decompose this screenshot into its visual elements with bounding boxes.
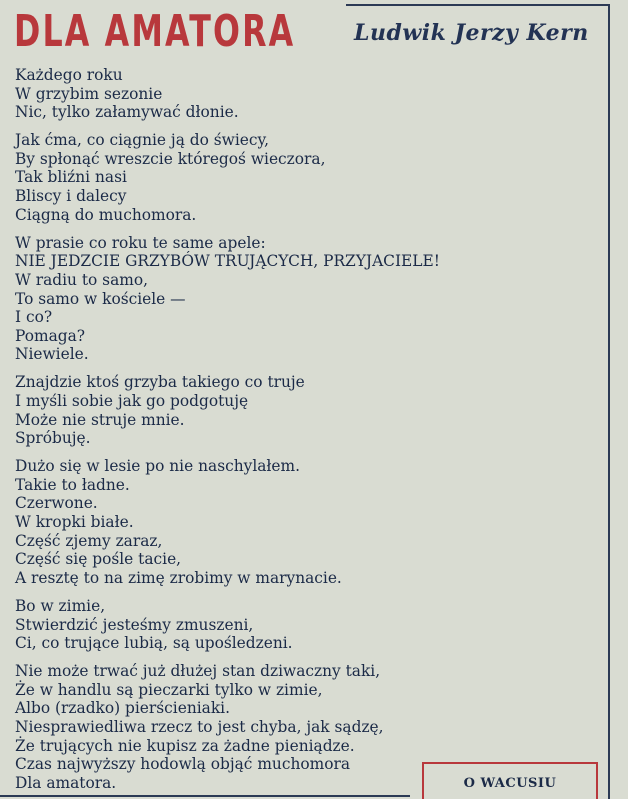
poem-stanza [15, 234, 600, 364]
poem-body [15, 66, 600, 799]
poem-line: I myśli sobie jak go podgotuję [15, 392, 249, 410]
next-article-box [422, 762, 598, 799]
poem-line: Dużo się w lesie po nie naschylałem. [15, 457, 300, 476]
poem-line: Niewiele. [15, 345, 89, 364]
poem-stanza [15, 131, 600, 224]
poem-line: I co? [15, 308, 53, 327]
poem-line: Część zjemy zaraz, [15, 531, 163, 550]
poem-stanza [15, 457, 600, 587]
poem-line: Że w handlu są pieczarki tylko w zimie, [15, 680, 323, 699]
poem-line: Bliscy i dalecy [15, 187, 127, 206]
poem-line: NIE JEDZCIE GRZYBÓW TRUJĄCYCH, PRZYJACIELE! [15, 252, 440, 271]
poem-stanza [15, 66, 600, 122]
poem-line: W radiu to samo, [15, 270, 148, 289]
poem-line: Bo w zimie, [15, 596, 106, 615]
poem-line: Część się pośle tacie, [15, 550, 182, 569]
poem-line: Nie może trwać już dłużej stan dziwaczny taki, [15, 662, 381, 681]
author-name: Ludwik Jerzy Kern [354, 20, 589, 46]
poem-line: Pomaga? [15, 326, 86, 345]
poem-line: Czerwone. [15, 494, 98, 513]
frame-top-border [346, 4, 610, 6]
poem-line: W prasie co roku te same apele: [15, 233, 266, 252]
article-title: DLA AMATORA [14, 6, 296, 57]
poem-stanza [15, 597, 600, 653]
poem-line: Albo (rzadko) pierścieniaki. [15, 699, 230, 718]
next-article-label: O WACUSIU [463, 776, 557, 791]
poem-line: Może nie struje mnie. [15, 410, 185, 429]
poem-line: Ci, co trujące lubią, są upośledzeni. [15, 634, 293, 653]
poem-line: Nic, tylko załamywać dłonie. [15, 103, 239, 122]
poem-line: Ciągną do muchomora. [15, 205, 197, 224]
poem-line: Jak ćma, co ciągnie ją do świecy, [15, 131, 270, 150]
poem-line: By spłonąć wreszcie któregoś wieczora, [15, 149, 326, 168]
frame-right-border [608, 4, 610, 799]
poem-line: Każdego roku [15, 66, 123, 84]
poem-stanza [15, 373, 600, 447]
poem-line: Niesprawiedliwa rzecz to jest chyba, jak sądzę, [15, 718, 384, 736]
poem-line: Spróbuję. [15, 429, 91, 448]
poem-line: Znajdzie ktoś grzyba takiego co truje [15, 373, 305, 392]
poem-line: W kropki białe. [15, 513, 134, 532]
poem-line: Takie to ładne. [15, 475, 130, 494]
poem-line: A resztę to na zimę zrobimy w marynacie. [15, 568, 342, 587]
poem-line: Stwierdzić jesteśmy zmuszeni, [15, 615, 254, 634]
poem-line: W grzybim sezonie [15, 84, 163, 103]
poem-line: Dla amatora. [15, 773, 117, 792]
poem-line: Że trujących nie kupisz za żadne pieniądze. [15, 736, 355, 755]
poem-line: To samo w kościele — [15, 289, 186, 308]
poem-line: Czas najwyższy hodowlą objąć muchomora [15, 755, 351, 774]
poem-line: Tak bliźni nasi [15, 168, 127, 187]
